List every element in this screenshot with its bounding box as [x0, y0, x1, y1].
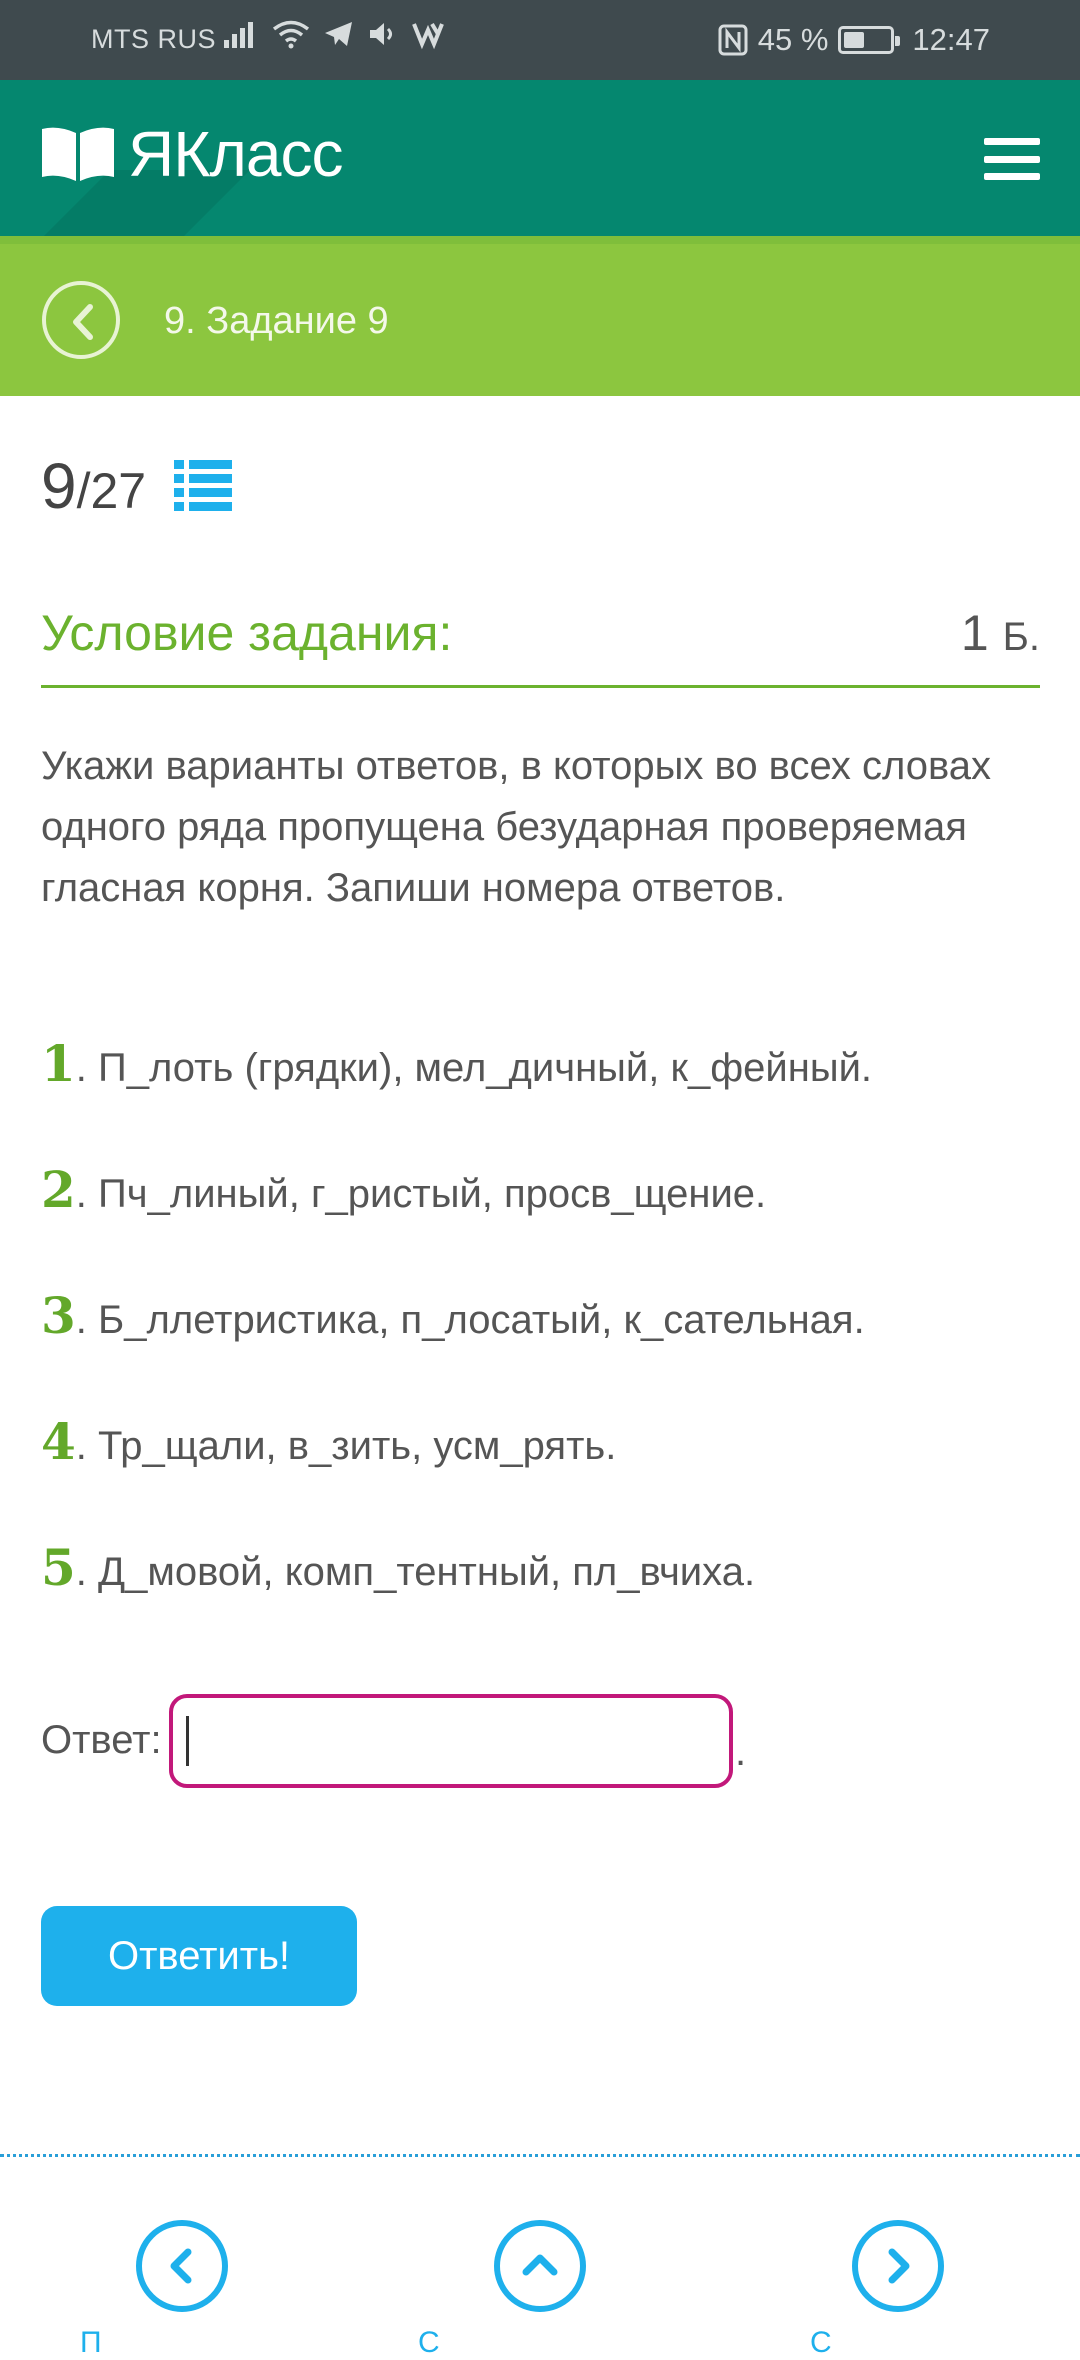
condition-label: Условие задания:: [41, 605, 453, 661]
task-text: Укажи варианты ответов, в которых во всех словах одного ряда пропущена безударная проверяемая гласная корня. Запиши номера ответов.: [41, 744, 992, 910]
up-task-label[interactable]: С: [418, 2326, 440, 2359]
option-text: . П_лоть (грядки), мел_дичный, к_фейный.: [75, 1046, 873, 1090]
battery-icon: [838, 26, 894, 54]
list-icon[interactable]: [174, 460, 232, 512]
status-bar: [0, 0, 1080, 80]
answer-row: [41, 1694, 1040, 1790]
task-counter: [41, 450, 147, 522]
prev-task-label[interactable]: П: [80, 2326, 102, 2359]
battery-percent: 45 %: [757, 22, 829, 57]
back-arrow-icon: [66, 303, 100, 341]
prev-task-button[interactable]: [136, 2220, 228, 2312]
logo[interactable]: [40, 118, 343, 190]
current-task-number: 9: [41, 450, 77, 522]
answer-suffix: .: [735, 1730, 747, 1774]
option-text: . Д_мовой, комп_тентный, пл_вчиха.: [75, 1550, 756, 1594]
submit-button[interactable]: Ответить!: [41, 1906, 357, 2006]
option-number: 2: [41, 1160, 76, 1219]
option-number: 4: [41, 1412, 76, 1471]
task-bar: [0, 236, 1080, 396]
book-logo-icon: [40, 125, 116, 183]
back-button[interactable]: [42, 281, 120, 359]
counter-separator: /: [76, 463, 91, 519]
chevron-up-icon: [520, 2246, 560, 2286]
volume-icon: [368, 20, 398, 48]
status-icons: [224, 20, 450, 48]
option-text: . Б_ллетристика, п_лосатый, к_сательная.: [75, 1298, 865, 1342]
task-title: 9. Задание 9: [164, 300, 389, 342]
answer-input[interactable]: [169, 1694, 733, 1788]
answer-label: Ответ:: [41, 1718, 162, 1762]
battery-fill: [844, 32, 864, 48]
nfc-icon: [718, 24, 748, 56]
hamburger-icon[interactable]: [984, 138, 1040, 180]
app-header: [0, 80, 1080, 236]
dotted-divider: [0, 2154, 1080, 2157]
condition-header: [41, 604, 1040, 688]
option-5: [41, 1538, 1040, 1597]
brand-name: ЯКласс: [128, 118, 343, 190]
option-4: [41, 1412, 1040, 1471]
option-text: . Тр_щали, в_зить, усм_рять.: [75, 1424, 617, 1468]
points-unit: Б.: [1002, 615, 1040, 659]
clock: 12:47: [912, 22, 990, 57]
wifi-icon: [272, 20, 310, 48]
signal-icon: [224, 20, 258, 48]
points-value: [961, 604, 1040, 662]
task-list-up-button[interactable]: [494, 2220, 586, 2312]
next-task-label[interactable]: С: [810, 2326, 832, 2359]
status-right: [718, 22, 990, 58]
option-number: 1: [41, 1034, 76, 1093]
option-3: [41, 1286, 1040, 1345]
option-number: 3: [41, 1286, 76, 1345]
total-task-count: 27: [90, 463, 147, 519]
next-task-button[interactable]: [852, 2220, 944, 2312]
option-2: [41, 1160, 1040, 1219]
option-number: 5: [41, 1538, 76, 1597]
points-number: 1: [960, 605, 989, 661]
option-1: [41, 1034, 1040, 1093]
vk-icon: [412, 20, 450, 48]
carrier-name: MTS RUS: [91, 24, 216, 54]
chevron-right-icon: [878, 2246, 918, 2286]
telegram-icon: [324, 20, 354, 48]
option-text: . Пч_линый, г_ристый, просв_щение.: [75, 1172, 767, 1216]
chevron-left-icon: [162, 2246, 202, 2286]
text-caret: [186, 1716, 189, 1766]
